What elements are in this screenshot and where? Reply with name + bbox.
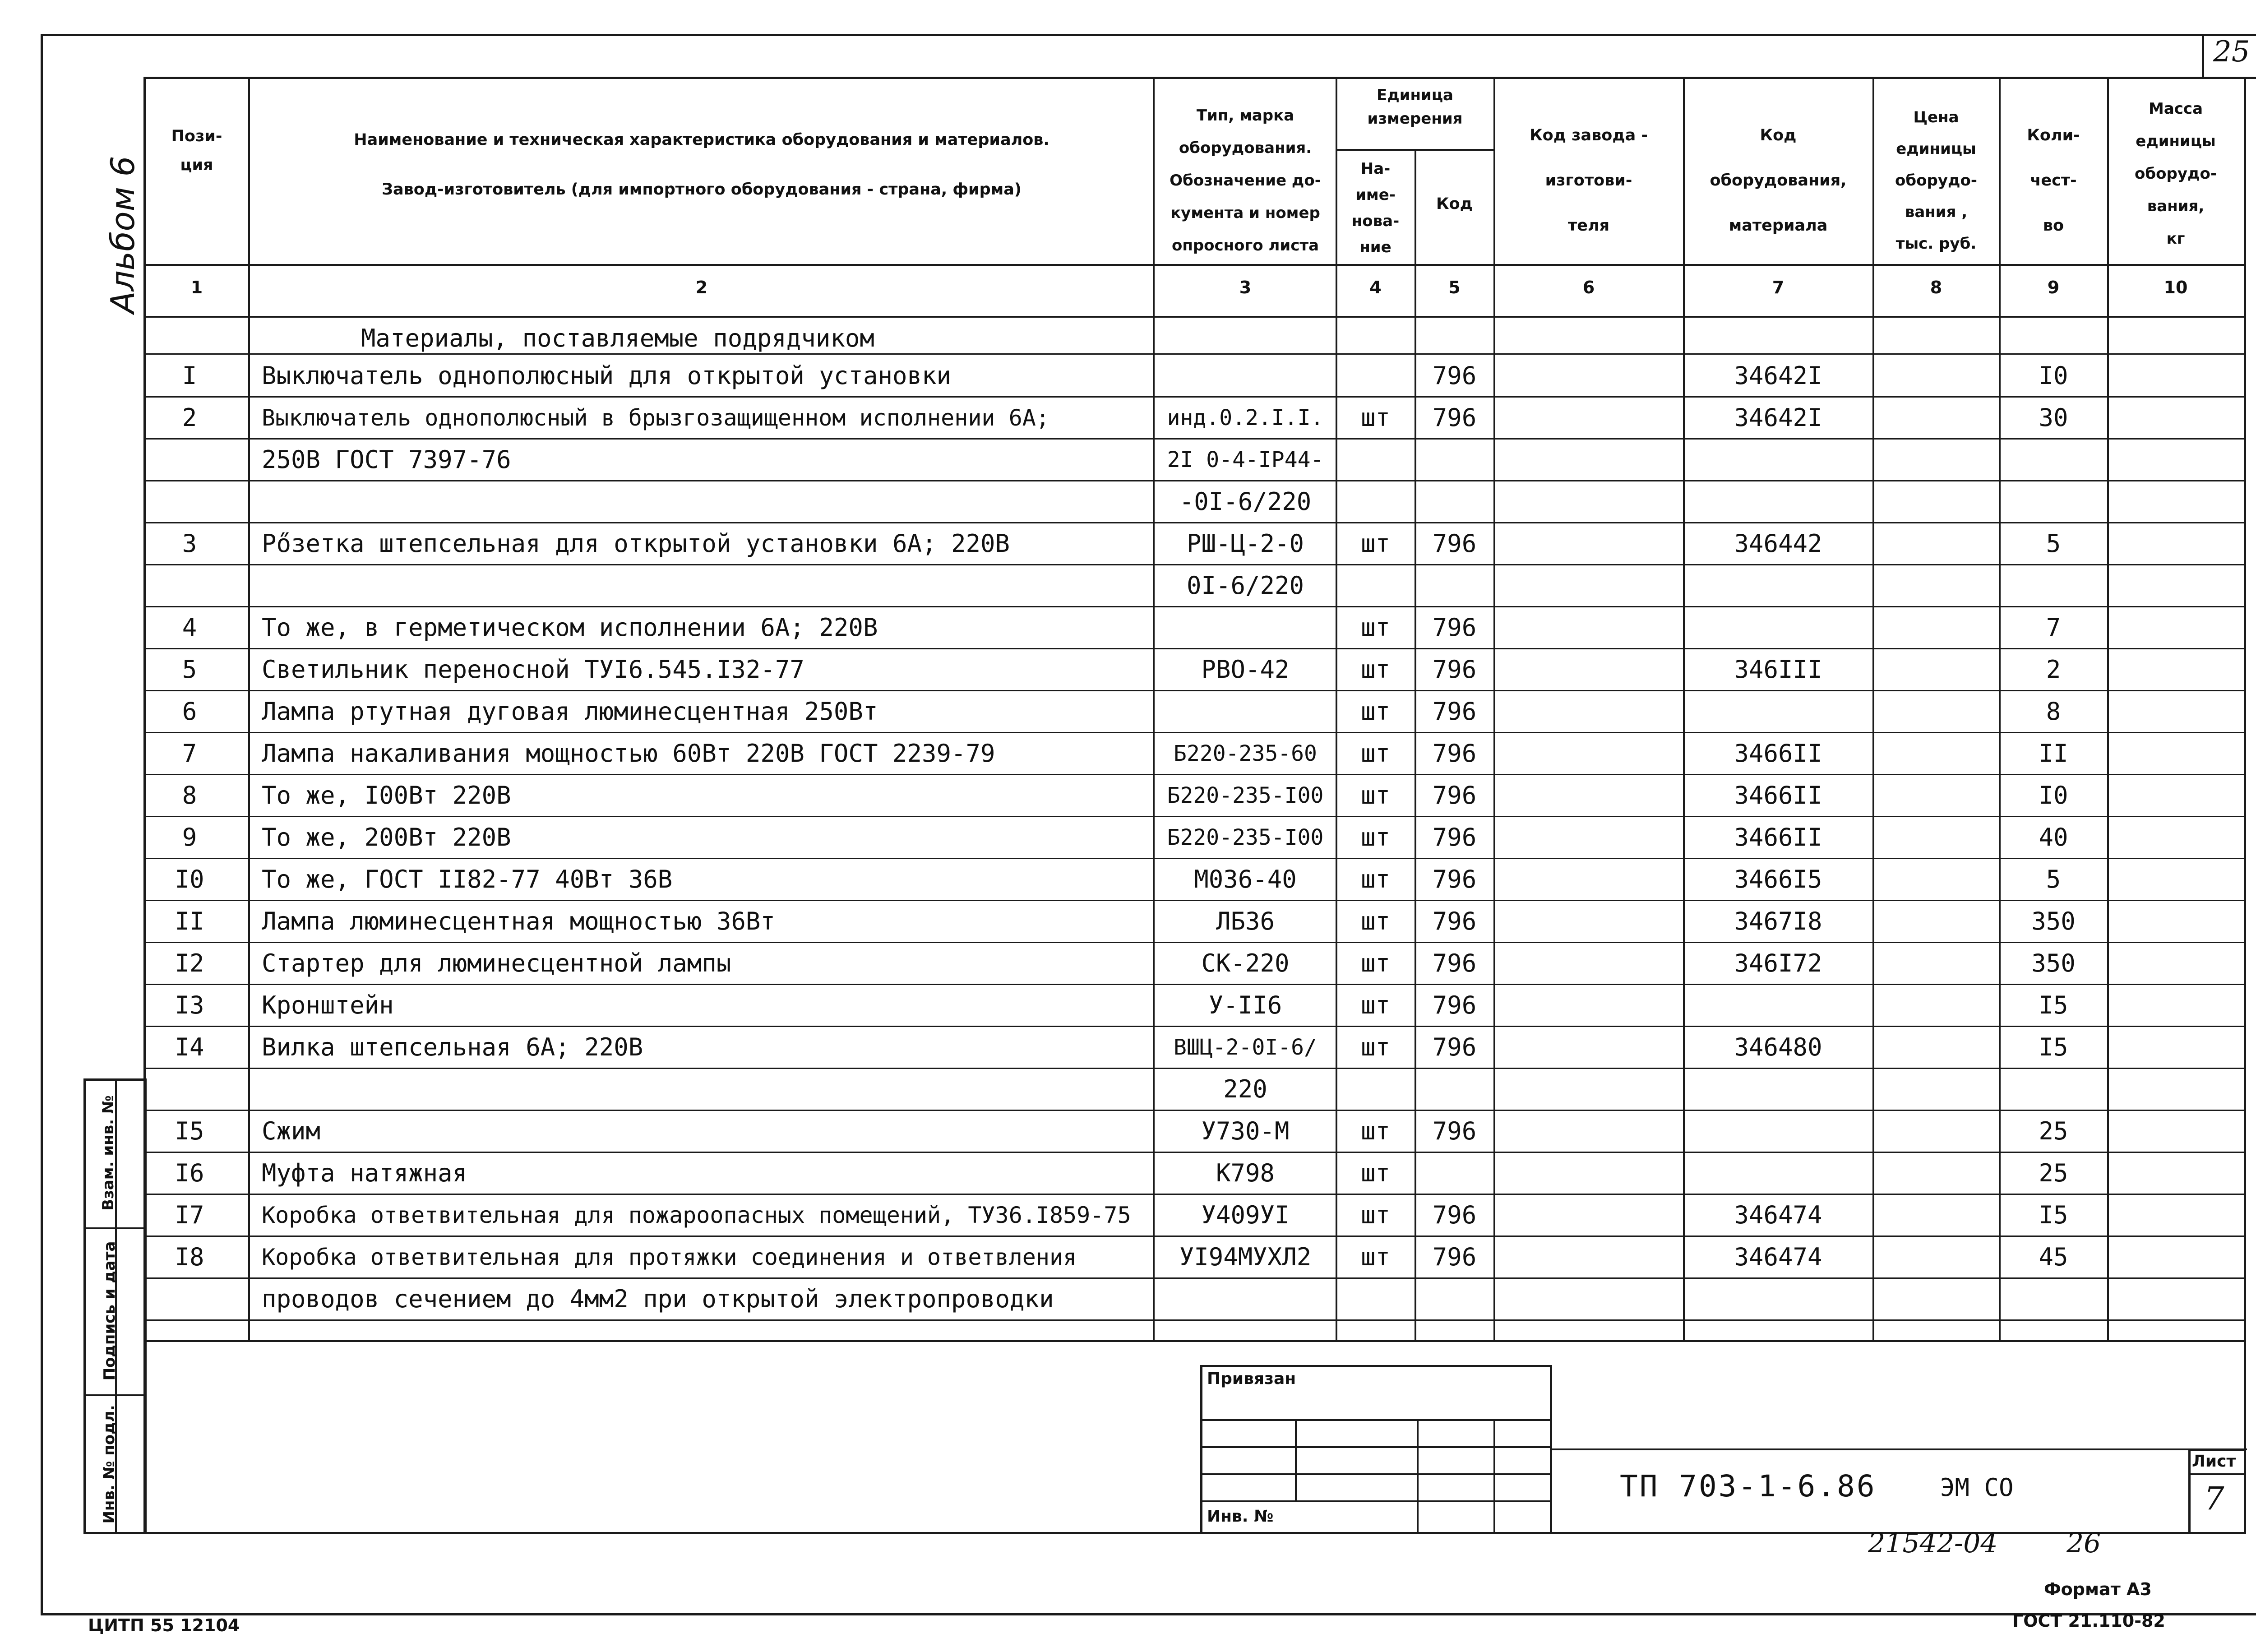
- type-cell: Б220-235-I00: [1167, 825, 1324, 850]
- col-number-10: 10: [2164, 278, 2188, 297]
- unit-cell: шт: [1360, 1159, 1391, 1187]
- unit-cell: шт: [1360, 529, 1391, 558]
- qty-cell: 350: [2031, 907, 2076, 935]
- type-cell: У730-М: [1201, 1117, 1290, 1145]
- unit-cell: шт: [1360, 823, 1391, 851]
- type-cell: 2I 0-4-IP44-: [1167, 447, 1324, 472]
- material-code-cell: 34642I: [1734, 361, 1822, 390]
- material-code-cell: 346480: [1734, 1033, 1822, 1061]
- name-cell: Выключатель однополюсный в брызгозащищенном исполнении 6А;: [262, 405, 1049, 431]
- qty-cell: 5: [2046, 529, 2061, 558]
- pos-cell: I6: [175, 1159, 204, 1187]
- doc-suffix: ЭМ СО: [1940, 1473, 2014, 1502]
- format-label: Формат А3: [2044, 1579, 2152, 1599]
- name-cell: Коробка ответвительная для пожароопасных помещений, ТУ36.I859-75: [262, 1202, 1131, 1228]
- inv-no-label: Инв. №: [1207, 1507, 1274, 1526]
- name-cell: Лампа ртутная дуговая люминесцентная 250Вт: [262, 697, 878, 726]
- unit-code-cell: 796: [1432, 991, 1477, 1019]
- header-col6: Код завода - изготови- теля: [1530, 126, 1648, 235]
- header-col5: Код: [1436, 195, 1473, 213]
- unit-code-cell: 796: [1432, 949, 1477, 977]
- pos-cell: I4: [175, 1033, 204, 1061]
- qty-cell: 25: [2039, 1159, 2068, 1187]
- name-cell: Светильник переносной ТУI6.545.I32-77: [262, 655, 804, 684]
- type-cell: М036-40: [1194, 865, 1297, 893]
- pos-cell: I5: [175, 1117, 204, 1145]
- list-label: Лист: [2192, 1452, 2236, 1471]
- type-cell: Б220-235-60: [1174, 741, 1317, 766]
- unit-cell: шт: [1360, 1033, 1391, 1061]
- type-cell: ЛБ36: [1216, 907, 1275, 935]
- material-code-cell: 346474: [1734, 1243, 1822, 1271]
- type-cell: УI94МУХЛ2: [1179, 1243, 1312, 1271]
- header-col1: Пози- ция: [171, 127, 222, 174]
- pos-cell: 5: [182, 655, 197, 684]
- album-label: Альбом 6: [104, 156, 142, 314]
- unit-cell: шт: [1360, 697, 1391, 726]
- header-col4: На- име- нова- ние: [1351, 160, 1400, 256]
- podpis-label: Подпись и дата: [101, 1241, 119, 1381]
- qty-cell: 5: [2046, 865, 2061, 893]
- name-cell: Сжим: [262, 1117, 321, 1145]
- col-number-3: 3: [1239, 278, 1252, 297]
- qty-cell: 45: [2039, 1243, 2068, 1271]
- name-cell: То же, в герметическом исполнении 6А; 220В: [262, 613, 878, 642]
- col-number-4: 4: [1369, 278, 1382, 297]
- vzam-inv-label: Взам. инв. №: [99, 1095, 117, 1211]
- pos-cell: I: [182, 361, 197, 390]
- type-cell: У409УI: [1201, 1201, 1290, 1229]
- material-code-cell: 3466II: [1734, 739, 1822, 768]
- section-title: Материалы, поставляемые подрядчиком: [361, 324, 874, 352]
- material-code-cell: 34642I: [1734, 403, 1822, 432]
- unit-cell: шт: [1360, 1117, 1391, 1145]
- footer-left: ЦИТП 55 12104: [88, 1615, 240, 1635]
- unit-code-cell: 796: [1432, 1117, 1477, 1145]
- header-col7: Код оборудования, материала: [1710, 126, 1847, 235]
- col-number-1: 1: [190, 278, 203, 297]
- name-cell: Муфта натяжная: [262, 1159, 467, 1187]
- footer-right: ГОСТ 21.110-82: [2012, 1611, 2165, 1631]
- material-code-cell: 3466II: [1734, 823, 1822, 851]
- col-number-9: 9: [2047, 278, 2060, 297]
- type-cell: ВШЦ-2-0I-6/: [1174, 1035, 1317, 1060]
- doc-code: ТП 703-1-6.86: [1620, 1469, 1877, 1504]
- qty-cell: 25: [2039, 1117, 2068, 1145]
- name-cell: Стартер для люминесцентной лампы: [262, 949, 731, 977]
- pos-cell: II: [175, 907, 204, 935]
- header-col10: Масса единицы оборудо- вания, кг: [2135, 100, 2217, 248]
- col-number-2: 2: [695, 278, 708, 297]
- pos-cell: I2: [175, 949, 204, 977]
- material-code-cell: 346442: [1734, 529, 1822, 558]
- material-code-cell: 346474: [1734, 1201, 1822, 1229]
- pos-cell: 2: [182, 403, 197, 432]
- qty-cell: 40: [2039, 823, 2068, 851]
- unit-cell: шт: [1360, 613, 1391, 642]
- name-cell: Лампа люминесцентная мощностью 36Вт: [262, 907, 775, 935]
- unit-code-cell: 796: [1432, 739, 1477, 768]
- name-cell: Вилка штепсельная 6А; 220В: [262, 1033, 643, 1061]
- unit-code-cell: 796: [1432, 781, 1477, 810]
- col-number-7: 7: [1772, 278, 1784, 297]
- unit-cell: шт: [1360, 781, 1391, 810]
- unit-code-cell: 796: [1432, 529, 1477, 558]
- inv-podl-label: Инв. № подл.: [100, 1405, 118, 1524]
- type-cell: К798: [1216, 1159, 1275, 1187]
- unit-cell: шт: [1360, 907, 1391, 935]
- qty-cell: 8: [2046, 697, 2061, 726]
- pos-cell: I8: [175, 1243, 204, 1271]
- name-cell: То же, I00Вт 220В: [262, 781, 511, 810]
- type-cell: Б220-235-I00: [1167, 783, 1324, 808]
- name-cell: проводов сечением до 4мм2 при открытой электропроводки: [262, 1285, 1054, 1313]
- material-code-cell: 3467I8: [1734, 907, 1822, 935]
- unit-code-cell: 796: [1432, 697, 1477, 726]
- unit-code-cell: 796: [1432, 1201, 1477, 1229]
- handwritten-number: 21542-04: [1868, 1527, 1998, 1559]
- header-unit-group: Единица измерения: [1367, 86, 1463, 128]
- handwritten-number-2: 26: [2066, 1527, 2101, 1559]
- name-cell: Выключатель однополюсный для открытой установки: [262, 361, 952, 390]
- qty-cell: II: [2039, 739, 2068, 768]
- material-code-cell: 346I72: [1734, 949, 1822, 977]
- list-number: 7: [2204, 1480, 2224, 1517]
- name-cell: Кронштейн: [262, 991, 394, 1019]
- qty-cell: 350: [2031, 949, 2076, 977]
- unit-code-cell: 796: [1432, 613, 1477, 642]
- type-cell: 0I-6/220: [1186, 571, 1304, 600]
- qty-cell: I0: [2039, 781, 2068, 810]
- pos-cell: I0: [175, 865, 204, 893]
- unit-code-cell: 796: [1432, 403, 1477, 432]
- pos-cell: I7: [175, 1201, 204, 1229]
- header-col8: Цена единицы оборудо- вания , тыс. руб.: [1895, 108, 1977, 253]
- pos-cell: 7: [182, 739, 197, 768]
- unit-cell: шт: [1360, 655, 1391, 684]
- type-cell: СК-220: [1201, 949, 1290, 977]
- material-code-cell: 346III: [1734, 655, 1822, 684]
- name-cell: Лампа накаливания мощностью 60Вт 220В ГОСТ 2239-79: [262, 739, 995, 768]
- unit-code-cell: 796: [1432, 655, 1477, 684]
- qty-cell: I5: [2039, 1033, 2068, 1061]
- unit-cell: шт: [1360, 1201, 1391, 1229]
- qty-cell: I0: [2039, 361, 2068, 390]
- unit-code-cell: 796: [1432, 1033, 1477, 1061]
- qty-cell: 7: [2046, 613, 2061, 642]
- name-cell: То же, ГОСТ II82-77 40Вт 36В: [262, 865, 673, 893]
- unit-cell: шт: [1360, 949, 1391, 977]
- type-cell: инд.0.2.I.I.: [1167, 405, 1324, 430]
- material-code-cell: 3466I5: [1734, 865, 1822, 893]
- col-number-5: 5: [1448, 278, 1461, 297]
- col-number-8: 8: [1930, 278, 1942, 297]
- material-code-cell: 3466II: [1734, 781, 1822, 810]
- qty-cell: I5: [2039, 991, 2068, 1019]
- unit-cell: шт: [1360, 1243, 1391, 1271]
- pos-cell: 8: [182, 781, 197, 810]
- unit-code-cell: 796: [1432, 1243, 1477, 1271]
- pos-cell: 9: [182, 823, 197, 851]
- type-cell: РШ-Ц-2-0: [1186, 529, 1304, 558]
- pos-cell: I3: [175, 991, 204, 1019]
- qty-cell: 2: [2046, 655, 2061, 684]
- name-cell: Рőзетка штепсельная для открытой установки 6А; 220В: [262, 529, 1010, 558]
- type-cell: У-II6: [1208, 991, 1282, 1019]
- header-col3: Тип, марка оборудования. Обозначение до- кумента и номер опросного листа: [1170, 106, 1321, 255]
- unit-code-cell: 796: [1432, 823, 1477, 851]
- col-number-6: 6: [1582, 278, 1595, 297]
- name-cell: 250В ГОСТ 7397-76: [262, 445, 511, 474]
- qty-cell: I5: [2039, 1201, 2068, 1229]
- name-cell: Коробка ответвительная для протяжки соединения и ответвления: [262, 1244, 1077, 1270]
- pos-cell: 6: [182, 697, 197, 726]
- header-col9: Коли- чест- во: [2027, 126, 2080, 235]
- type-cell: РВО-42: [1201, 655, 1290, 684]
- type-cell: 220: [1223, 1075, 1267, 1103]
- unit-cell: шт: [1360, 739, 1391, 768]
- name-cell: То же, 200Вт 220В: [262, 823, 511, 851]
- pos-cell: 3: [182, 529, 197, 558]
- unit-cell: шт: [1360, 865, 1391, 893]
- unit-cell: шт: [1360, 991, 1391, 1019]
- qty-cell: 30: [2039, 403, 2068, 432]
- sheet-top-number: 25: [2213, 35, 2250, 69]
- pos-cell: 4: [182, 613, 197, 642]
- unit-cell: шт: [1360, 403, 1391, 432]
- privyazan-label: Привязан: [1207, 1370, 1296, 1388]
- header-col2: Наименование и техническая характеристика оборудования и материалов. Завод-изготовитель (для импортного оборудования - страна, фирма): [354, 131, 1049, 199]
- unit-code-cell: 796: [1432, 865, 1477, 893]
- unit-code-cell: 796: [1432, 361, 1477, 390]
- unit-code-cell: 796: [1432, 907, 1477, 935]
- type-cell: -0I-6/220: [1179, 487, 1312, 516]
